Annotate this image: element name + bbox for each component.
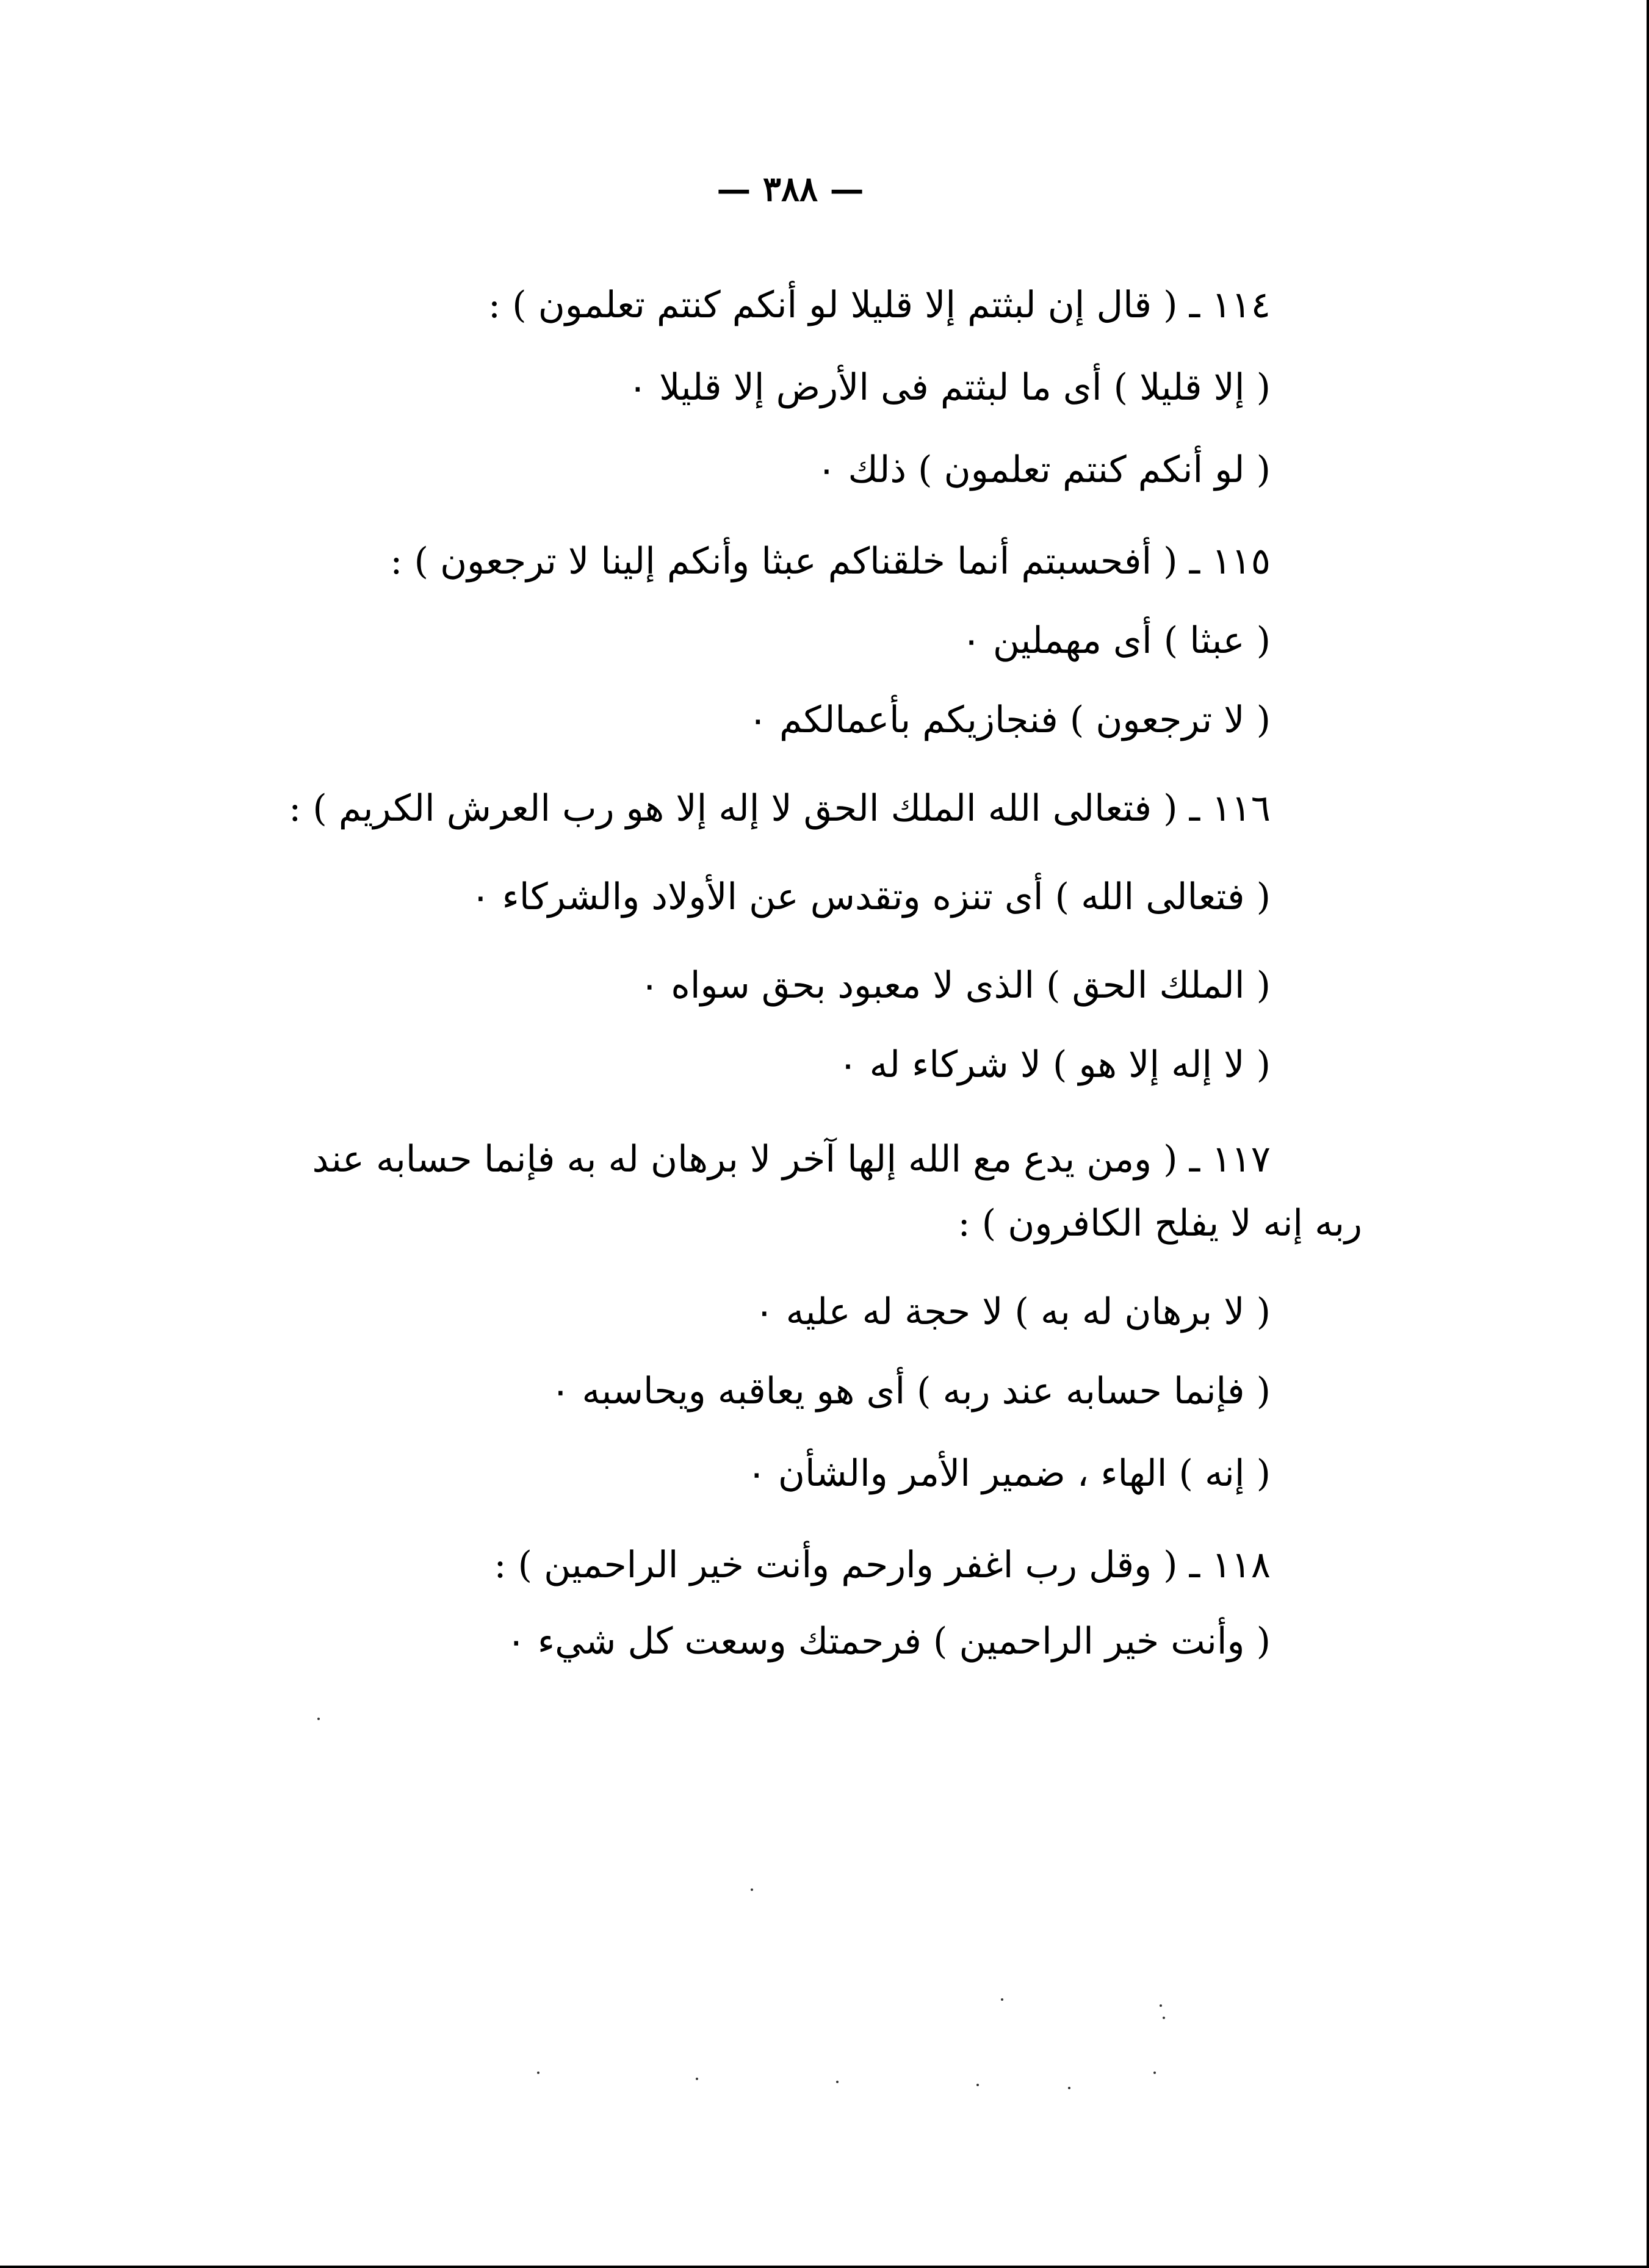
gloss-line: ( إلا قليلا ) أى ما لبثتم فى الأرض إلا قليلا ٠: [627, 366, 1271, 409]
scan-border-right: [1647, 0, 1649, 2268]
scan-speck: [836, 2081, 839, 2083]
gloss-line: ( عبثا ) أى مهملين ٠: [961, 619, 1271, 662]
scan-speck: [317, 1718, 320, 1720]
scan-speck: [751, 1888, 753, 1891]
scan-speck: [537, 2072, 539, 2074]
verse-line-117-continued: ربه إنه لا يفلح الكافرون ) :: [958, 1202, 1362, 1245]
gloss-line: ( لا إله إلا هو ) لا شركاء له ٠: [838, 1043, 1271, 1086]
gloss-line: ( لا برهان له به ) لا حجة له عليه ٠: [754, 1291, 1271, 1333]
gloss-line: ( لا ترجعون ) فنجازيكم بأعمالكم ٠: [748, 699, 1271, 741]
page-number: — ٣٨٨ —: [716, 169, 864, 209]
verse-line-117: ١١٧ ـ ( ومن يدع مع الله إلها آخر لا برهان له به فإنما حسابه عند: [312, 1138, 1271, 1181]
gloss-line: ( لو أنكم كنتم تعلمون ) ذلك ٠: [817, 448, 1271, 491]
verse-line-115: ١١٥ ـ ( أفحسبتم أنما خلقناكم عبثا وأنكم إلينا لا ترجعون ) :: [390, 540, 1271, 583]
scan-speck: [696, 2078, 698, 2080]
scan-speck: [1163, 2017, 1165, 2019]
scan-speck: [976, 2084, 979, 2086]
gloss-line: ( وأنت خير الراحمين ) فرحمتك وسعت كل شيء ٠: [506, 1620, 1271, 1663]
scan-speck: [1001, 1998, 1003, 2001]
verse-line-118: ١١٨ ـ ( وقل رب اغفر وارحم وأنت خير الراحمين ) :: [494, 1544, 1271, 1586]
scan-speck: [1153, 2072, 1156, 2074]
gloss-line: ( الملك الحق ) الذى لا معبود بحق سواه ٠: [640, 964, 1271, 1007]
scan-speck: [1160, 2004, 1162, 2007]
gloss-line: ( إنه ) الهاء ، ضمير الأمر والشأن ٠: [746, 1452, 1271, 1495]
verse-line-116: ١١٦ ـ ( فتعالى الله الملك الحق لا إله إلا هو رب العرش الكريم ) :: [289, 787, 1271, 830]
scan-border-bottom: [0, 2266, 1649, 2268]
gloss-line: ( فإنما حسابه عند ربه ) أى هو يعاقبه ويحاسبه ٠: [550, 1370, 1271, 1413]
scan-speck: [1068, 2087, 1070, 2089]
verse-line-114: ١١٤ ـ ( قال إن لبثتم إلا قليلا لو أنكم كنتم تعلمون ) :: [488, 284, 1271, 326]
gloss-line: ( فتعالى الله ) أى تنزه وتقدس عن الأولاد والشركاء ٠: [471, 876, 1271, 918]
